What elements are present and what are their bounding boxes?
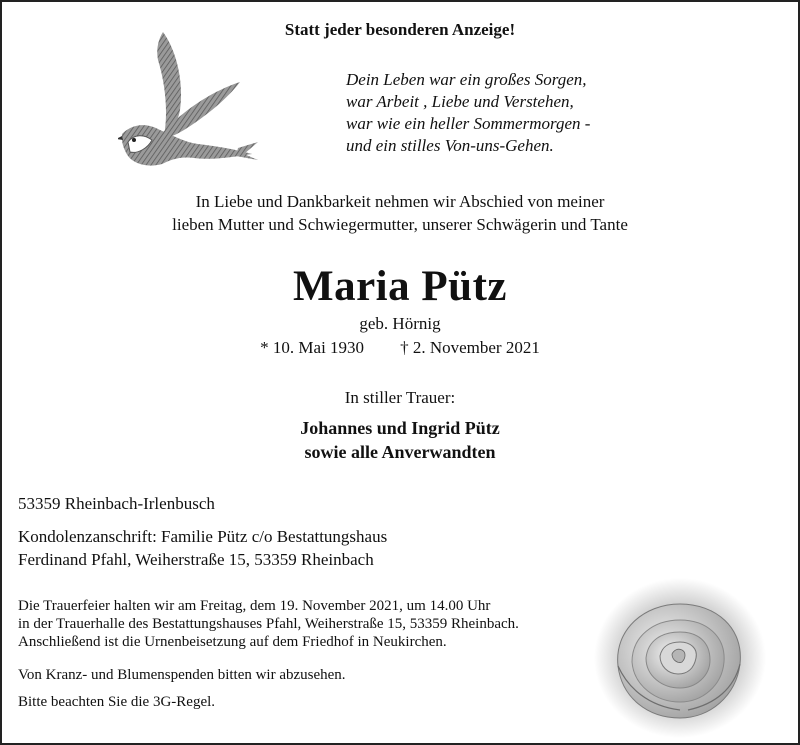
intro-line: In Liebe und Dankbarkeit nehmen wir Abschied von meiner [195, 192, 605, 211]
mourners [0, 416, 800, 464]
ceremony-line: Die Trauerfeier halten wir am Freitag, dem 19. November 2021, um 14.00 Uhr [18, 598, 491, 614]
poem-line: war Arbeit , Liebe und Verstehen, [346, 92, 574, 111]
poem [346, 69, 590, 157]
poem-line: war wie ein heller Sommermorgen - [346, 114, 591, 133]
ceremony-info [18, 597, 658, 651]
rule-note: Bitte beachten Sie die 3G-Regel. [18, 694, 216, 710]
condolence-line: Ferdinand Pfahl, Weiherstraße 15, 53359 Rheinbach [18, 550, 374, 569]
intro-text [0, 190, 800, 236]
swallow-icon [118, 30, 258, 170]
poem-line: und ein stilles Von-uns-Gehen. [346, 136, 554, 155]
intro-line: lieben Mutter und Schwiegermutter, unserer Schwägerin und Tante [172, 215, 628, 234]
mourner-line: Johannes und Ingrid Pütz [300, 418, 500, 438]
address: 53359 Rheinbach-Irlenbusch [18, 494, 215, 513]
mourner-line: sowie alle Anverwandten [304, 442, 496, 462]
mourning-label: In stiller Trauer: [344, 388, 456, 407]
condolence-line: Kondolenzanschrift: Familie Pütz c/o Bestattungshaus [18, 527, 388, 546]
poem-line: Dein Leben war ein großes Sorgen, [346, 70, 587, 89]
condolence-address [18, 525, 387, 571]
flowers-note: Von Kranz- und Blumenspenden bitten wir abzusehen. [18, 667, 346, 683]
deceased-name: Maria Pütz [293, 263, 507, 310]
headline: Statt jeder besonderen Anzeige! [284, 20, 516, 39]
maiden-name: geb. Hörnig [359, 314, 441, 333]
ceremony-line: in der Trauerhalle des Bestattungshauses Pfahl, Weiherstraße 15, 53359 Rheinbach. [18, 616, 519, 632]
rose-icon [588, 570, 768, 740]
death-date: † 2. November 2021 [400, 338, 540, 357]
life-dates [0, 338, 800, 358]
birth-date: * 10. Mai 1930 [260, 338, 365, 357]
ceremony-line: Anschließend ist die Urnenbeisetzung auf dem Friedhof in Neukirchen. [18, 634, 447, 650]
